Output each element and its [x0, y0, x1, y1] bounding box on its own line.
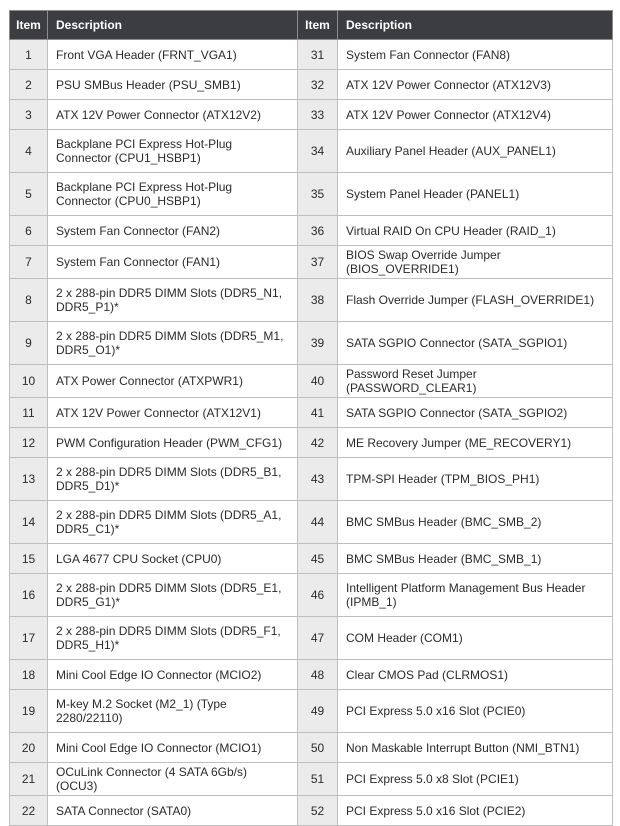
table-row — [10, 40, 613, 70]
left-item-description: Mini Cool Edge IO Connector (MCIO1) — [48, 733, 298, 763]
table-row — [10, 458, 613, 501]
left-item-number: 20 — [10, 733, 48, 763]
right-item-number: 48 — [298, 660, 338, 690]
left-item-description: System Fan Connector (FAN1) — [48, 246, 298, 279]
left-item-description: Mini Cool Edge IO Connector (MCIO2) — [48, 660, 298, 690]
component-table-container — [9, 10, 613, 826]
left-item-description: PWM Configuration Header (PWM_CFG1) — [48, 428, 298, 458]
left-item-number: 16 — [10, 574, 48, 617]
right-item-description: BMC SMBus Header (BMC_SMB_2) — [338, 501, 613, 544]
right-item-number: 47 — [298, 617, 338, 660]
table-row — [10, 763, 613, 796]
left-item-number: 18 — [10, 660, 48, 690]
header-item-left: Item — [10, 11, 48, 40]
right-item-number: 32 — [298, 70, 338, 100]
table-row — [10, 544, 613, 574]
right-item-description: Non Maskable Interrupt Button (NMI_BTN1) — [338, 733, 613, 763]
table-row — [10, 574, 613, 617]
right-item-description: COM Header (COM1) — [338, 617, 613, 660]
left-item-description: System Fan Connector (FAN2) — [48, 216, 298, 246]
right-item-description: ATX 12V Power Connector (ATX12V3) — [338, 70, 613, 100]
left-item-number: 4 — [10, 130, 48, 173]
right-item-number: 46 — [298, 574, 338, 617]
left-item-number: 13 — [10, 458, 48, 501]
right-item-description: BMC SMBus Header (BMC_SMB_1) — [338, 544, 613, 574]
right-item-number: 49 — [298, 690, 338, 733]
right-item-description: System Fan Connector (FAN8) — [338, 40, 613, 70]
right-item-description: Flash Override Jumper (FLASH_OVERRIDE1) — [338, 279, 613, 322]
left-item-number: 2 — [10, 70, 48, 100]
right-item-number: 41 — [298, 398, 338, 428]
right-item-number: 40 — [298, 365, 338, 398]
left-item-description: PSU SMBus Header (PSU_SMB1) — [48, 70, 298, 100]
table-row — [10, 216, 613, 246]
table-row — [10, 398, 613, 428]
header-description-left: Description — [48, 11, 298, 40]
right-item-description: PCI Express 5.0 x16 Slot (PCIE2) — [338, 796, 613, 826]
left-item-description: SATA Connector (SATA0) — [48, 796, 298, 826]
right-item-number: 35 — [298, 173, 338, 216]
left-item-description: ATX Power Connector (ATXPWR1) — [48, 365, 298, 398]
left-item-number: 6 — [10, 216, 48, 246]
right-item-description: PCI Express 5.0 x8 Slot (PCIE1) — [338, 763, 613, 796]
table-row — [10, 100, 613, 130]
left-item-description: 2 x 288-pin DDR5 DIMM Slots (DDR5_F1, DDR5_H1)* — [48, 617, 298, 660]
left-item-description: 2 x 288-pin DDR5 DIMM Slots (DDR5_A1, DDR5_C1)* — [48, 501, 298, 544]
left-item-number: 15 — [10, 544, 48, 574]
right-item-number: 36 — [298, 216, 338, 246]
left-item-description: OCuLink Connector (4 SATA 6Gb/s) (OCU3) — [48, 763, 298, 796]
left-item-number: 9 — [10, 322, 48, 365]
left-item-number: 14 — [10, 501, 48, 544]
left-item-description: ATX 12V Power Connector (ATX12V1) — [48, 398, 298, 428]
right-item-description: Auxiliary Panel Header (AUX_PANEL1) — [338, 130, 613, 173]
left-item-number: 11 — [10, 398, 48, 428]
header-item-right: Item — [298, 11, 338, 40]
left-item-description: LGA 4677 CPU Socket (CPU0) — [48, 544, 298, 574]
table-row — [10, 428, 613, 458]
right-item-description: SATA SGPIO Connector (SATA_SGPIO1) — [338, 322, 613, 365]
left-item-description: M-key M.2 Socket (M2_1) (Type 2280/22110) — [48, 690, 298, 733]
right-item-number: 43 — [298, 458, 338, 501]
right-item-description: Intelligent Platform Management Bus Header (IPMB_1) — [338, 574, 613, 617]
right-item-number: 37 — [298, 246, 338, 279]
left-item-description: 2 x 288-pin DDR5 DIMM Slots (DDR5_B1, DDR5_D1)* — [48, 458, 298, 501]
table-row — [10, 796, 613, 826]
right-item-description: Password Reset Jumper (PASSWORD_CLEAR1) — [338, 365, 613, 398]
right-item-number: 52 — [298, 796, 338, 826]
table-row — [10, 130, 613, 173]
right-item-number: 42 — [298, 428, 338, 458]
right-item-description: SATA SGPIO Connector (SATA_SGPIO2) — [338, 398, 613, 428]
table-body — [10, 40, 613, 826]
left-item-number: 10 — [10, 365, 48, 398]
left-item-number: 19 — [10, 690, 48, 733]
table-row — [10, 617, 613, 660]
left-item-description: 2 x 288-pin DDR5 DIMM Slots (DDR5_N1, DDR5_P1)* — [48, 279, 298, 322]
right-item-description: BIOS Swap Override Jumper (BIOS_OVERRIDE1) — [338, 246, 613, 279]
header-description-right: Description — [338, 11, 613, 40]
right-item-description: TPM-SPI Header (TPM_BIOS_PH1) — [338, 458, 613, 501]
left-item-description: 2 x 288-pin DDR5 DIMM Slots (DDR5_E1, DDR5_G1)* — [48, 574, 298, 617]
table-row — [10, 246, 613, 279]
right-item-number: 45 — [298, 544, 338, 574]
left-item-number: 5 — [10, 173, 48, 216]
table-row — [10, 660, 613, 690]
table-row — [10, 279, 613, 322]
right-item-number: 33 — [298, 100, 338, 130]
left-item-description: ATX 12V Power Connector (ATX12V2) — [48, 100, 298, 130]
left-item-number: 7 — [10, 246, 48, 279]
left-item-number: 22 — [10, 796, 48, 826]
right-item-number: 39 — [298, 322, 338, 365]
right-item-number: 34 — [298, 130, 338, 173]
left-item-number: 8 — [10, 279, 48, 322]
table-row — [10, 322, 613, 365]
left-item-description: Backplane PCI Express Hot-Plug Connector (CPU1_HSBP1) — [48, 130, 298, 173]
table-row — [10, 690, 613, 733]
table-row — [10, 70, 613, 100]
right-item-description: Virtual RAID On CPU Header (RAID_1) — [338, 216, 613, 246]
right-item-description: ATX 12V Power Connector (ATX12V4) — [338, 100, 613, 130]
right-item-number: 38 — [298, 279, 338, 322]
left-item-number: 3 — [10, 100, 48, 130]
table-row — [10, 173, 613, 216]
left-item-number: 21 — [10, 763, 48, 796]
right-item-description: PCI Express 5.0 x16 Slot (PCIE0) — [338, 690, 613, 733]
table-row — [10, 501, 613, 544]
component-table — [9, 10, 613, 826]
right-item-number: 50 — [298, 733, 338, 763]
left-item-description: Front VGA Header (FRNT_VGA1) — [48, 40, 298, 70]
left-item-description: Backplane PCI Express Hot-Plug Connector (CPU0_HSBP1) — [48, 173, 298, 216]
right-item-description: System Panel Header (PANEL1) — [338, 173, 613, 216]
left-item-number: 1 — [10, 40, 48, 70]
table-row — [10, 733, 613, 763]
right-item-number: 44 — [298, 501, 338, 544]
left-item-description: 2 x 288-pin DDR5 DIMM Slots (DDR5_M1, DDR5_O1)* — [48, 322, 298, 365]
table-row — [10, 365, 613, 398]
left-item-number: 17 — [10, 617, 48, 660]
left-item-number: 12 — [10, 428, 48, 458]
right-item-number: 31 — [298, 40, 338, 70]
right-item-description: ME Recovery Jumper (ME_RECOVERY1) — [338, 428, 613, 458]
table-header-row — [10, 11, 613, 40]
right-item-number: 51 — [298, 763, 338, 796]
right-item-description: Clear CMOS Pad (CLRMOS1) — [338, 660, 613, 690]
